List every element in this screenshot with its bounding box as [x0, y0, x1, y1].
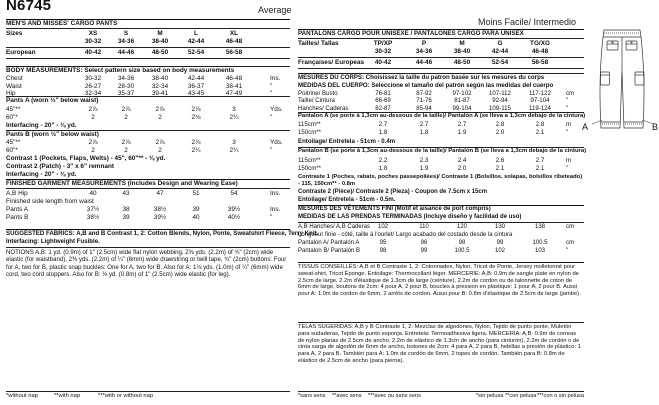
right-pantalon-a-row-label: 150cm**: [298, 128, 322, 136]
right-finished-row-label: Pantalon B/ Pantalón B: [298, 248, 361, 254]
right-pantalon-a-row-value: 2.8: [535, 121, 545, 128]
pants-back-view-drawing: [590, 24, 659, 144]
left-finished-row-value: 43: [122, 190, 130, 197]
left-pants-b-title: Pants B (worn ½" below waist): [6, 131, 99, 138]
left-suggested-fabrics: SUGGESTED FABRICS: A,B and B Contrast 1, 2: Cotton Blends, Nylon, Ponte, Sweatshirt Fleece, Terry Knit.: [6, 230, 319, 237]
left-pants-a-title: Pants A (worn ½" below waist): [6, 97, 99, 104]
right-footnote-2: **avec sens: [332, 393, 362, 399]
right-european-size: 52-54: [491, 59, 509, 66]
right-pantalon-b-row-value: 2.0: [457, 164, 467, 172]
left-sizes-label: Sizes: [6, 30, 23, 37]
left-european-size: 48-50: [151, 49, 169, 56]
right-telas: TELAS SUGERIDAS: A,B y B Contraste 1, 2: Mezclas de algodones, Nylon, Tejido de punto ponte, Muletón para sudaderas, Tejido de punto esponja. Entretela: Termoadhesiva ligera. MERCERÍA: A,B: 0.9m de correas de nylon planas de 2.5cm de ancho, 2.2m de elástico de 1.3cm de ancho (para cinturón), 2.2m de cordón o de cinta sarga de algodón de 6mm de ancho, botones de 2cm: 4 para A, 2 para B, hebillas a presión de plástico: 1 para A, 2 para B. También para A: 1.0m de cordón de 6mm, 2 topes de cordón. También para B: 0.8m de elástico de 2.5cm de ancho (para pierna).: [298, 324, 581, 364]
left-pants-a-row-value: 2¼: [229, 113, 239, 121]
left-pants-b-row-value: 2: [91, 146, 95, 154]
right-pantalon-a-row-value: 2.7: [457, 121, 467, 128]
right-body-row-label: Taille/ Cintura: [298, 97, 335, 105]
left-suggested-interfacing: Interfacing: Lightweight Fusible.: [6, 238, 100, 245]
right-finished-row-value: 102: [377, 224, 388, 230]
left-notions: NOTIONS A,B: 1 yd. (0.9m) of 1" (2.5cm) wide flat nylon webbing, 2⅝ yds. (2.2m) of ¾" (2cm) wide elastic (for waistband), 2⅜ yds. (2.2m) of ¼" (6mm) wide drawstring or twill tape, ¾" (2cm) buttons: Four for A, two for B, plastic snap buckles: One for A, two for B. Also for A: 1⅛ yds. (1.0m) of ¼" (6mm) wide cord, two cord stoppers. Also for B: ⅛ yd. (0.8m) of 1" (2.5cm) wide elastic (for leg).: [6, 249, 287, 278]
left-body-row-value: 43-45: [187, 90, 205, 98]
left-pants-b-row-value: 2⅞: [155, 139, 165, 146]
pattern-number: N6745: [6, 0, 52, 14]
left-body-row-unit: ": [270, 90, 273, 98]
left-footnote-2: **with nap: [54, 393, 81, 399]
illustration-label-b: B: [652, 122, 659, 132]
left-body-row-unit: ": [270, 82, 273, 90]
left-finished-row-unit: Ins.: [270, 190, 281, 197]
right-pantalon-b-row-value: 2.3: [419, 157, 429, 164]
left-european-size: 44-46: [117, 49, 135, 56]
left-pants-a-row-value: 2: [158, 113, 162, 121]
left-finished-row-value: 37½: [86, 206, 100, 213]
right-footnote-3: ***avec ou sans sens: [368, 393, 421, 399]
right-european-size: 40-42: [374, 59, 392, 66]
right-contraste1: Contraste 1 (Poches, rabats, poches passepoilées)/ Contraste 1 (Bolsillos, solapas, bolsillos ribeteado) - 115, 150cm** - 0.8m: [298, 174, 583, 187]
right-pantalon-b-row-label: 150cm**: [298, 164, 322, 172]
right-finished-title-es: MEDIDAS DE LAS PRENDAS TERMINADAS (Incluye diseño y facilidad de uso): [298, 214, 522, 220]
difficulty-es: Moins Facile/ Intermedio: [478, 17, 577, 27]
right-body-title-es: MEDIDAS DEL CUERPO: Seleccione el tamaño del patrón según las medidas del cuerpo: [298, 82, 554, 89]
left-pants-b-row-value: 2⅞: [88, 139, 98, 146]
right-body-row-value: 71-76: [416, 97, 432, 105]
right-finished-row-unit: ": [566, 248, 569, 254]
left-size-code: L: [194, 30, 198, 37]
right-pantalon-b-row-value: 2.4: [457, 157, 467, 164]
right-european-size: 44-46: [415, 59, 433, 66]
left-body-row-label: Chest: [6, 75, 23, 82]
right-pantalon-a-row-value: 2.0: [495, 128, 505, 136]
right-finished-row-unit: cm: [566, 240, 574, 246]
left-body-row-value: 28-30: [117, 82, 135, 90]
left-body-row-label: Waist: [6, 82, 22, 90]
left-pants-a-row-value: 2⅞: [155, 106, 165, 113]
left-pants-b-row-value: 2: [158, 146, 162, 154]
left-body-row-value: 46-48: [225, 75, 243, 82]
right-body-row-value: 107-112: [489, 90, 511, 97]
left-interfacing-b: Interfacing - 20" - ⅛ yd.: [6, 171, 77, 178]
left-pants-a-row-value: 2⅞: [121, 106, 131, 113]
right-pantalon-a-row-value: 1.8: [378, 128, 388, 136]
right-finished-row-unit: cm: [566, 224, 574, 230]
left-pants-a-row-value: 2: [124, 113, 128, 121]
right-body-row-value: 97-102: [452, 90, 472, 97]
left-finished-row-value: 38½: [153, 206, 167, 213]
left-footnote-3: ***with or without nap: [98, 393, 154, 399]
left-pants-b-row-value: 2: [124, 146, 128, 154]
left-body-row-value: 38-41: [225, 82, 243, 90]
left-body-row-value: 38-40: [151, 75, 169, 82]
left-finished-row-label: Pants A: [6, 206, 29, 213]
left-body-row-value: 36-37: [187, 82, 205, 90]
right-pantalon-a-row-label: 115cm**: [298, 121, 321, 128]
left-body-row-label: Hip: [6, 90, 16, 98]
pants-illustration: [582, 24, 659, 144]
right-finished-row-value: 102: [494, 248, 505, 254]
right-footnote-6: ***con o sin pelusa: [537, 393, 584, 399]
right-footnote-4: *sin pelusa: [476, 393, 504, 399]
left-finished-row-value: 40: [89, 190, 97, 197]
right-pantalon-b-row-value: 1.9: [419, 164, 429, 172]
right-tissus: TISSUS CONSEILLÉS: A,B et B Contraste 1, 2: Cotonnades, Nylon, Tricot de Ponte, Jersey molletonné pour sweat-shirt, Tricot Éponge. Entoilage: Thermocollant léger. MERCERIE: A,B: 0.9m de sangle plate en nylon de 2.5cm de large, 2.2m d'élastique de 1.3cm de large (ceinture), 2.2m de cordon ou de talonnette de coton de 6mm de large, boutons de 2cm: 4 pour A, 2 pour B, boucles à pression en plastique: 1 pour A, 2 pour B. Aussi pour A: 1.0m de cordon de 6mm, 2 arrêts de cordon. Aussi pour B: 0.8m d'élastique de 2.5cm de large (jambe).: [298, 264, 581, 298]
right-finished-row-value: 98: [458, 240, 466, 246]
left-finished-row-label: Finished side length from waist: [6, 198, 94, 205]
right-body-row-value: 85-94: [416, 104, 432, 112]
right-pantalon-a-row-value: 2.1: [535, 128, 545, 136]
left-pants-b-row-unit: ": [270, 146, 273, 154]
right-finished-row-value: 95: [379, 240, 387, 246]
left-finished-row-label: Pants B: [6, 214, 29, 221]
right-entoilage-a: Entoilage/ Entretela - 51cm - 0.4m: [298, 138, 396, 145]
left-body-row-value: 32-34: [151, 82, 169, 90]
illustration-label-a: A: [582, 122, 589, 132]
left-body-row-unit: Ins.: [270, 75, 281, 82]
right-size-range: 30-32: [374, 48, 392, 55]
right-contraste2: Contraste 2 (Pièce)/ Contraste 2 (Pieza) - Coupon de 7.5cm x 15cm: [298, 189, 488, 195]
right-body-row-value: 92-94: [492, 97, 508, 105]
left-finished-row-value: 39: [122, 214, 130, 221]
right-size-range: 46-48: [531, 48, 549, 55]
left-finished-row-value: 40½: [227, 214, 241, 221]
right-pantalon-b-row-value: 2.7: [535, 157, 545, 164]
left-finished-row-unit: ": [270, 214, 273, 221]
right-finished-row-value: 98: [379, 248, 387, 254]
right-pantalon-a-row-value: 1.8: [419, 128, 429, 136]
right-european-size: 48-50: [453, 59, 471, 66]
left-body-row-value: 42-44: [187, 75, 205, 82]
right-pantalon-b-row-label: 115cm**: [298, 157, 321, 164]
right-pantalon-a-title: Pantalon A (se porte à 1,3cm au-dessous de la taille)/ Pantalón A (se lleva a 1,3cm debajo de la cintura): [298, 113, 586, 119]
right-pantalon-a-row-value: 2.7: [378, 121, 388, 128]
right-body-row-label: Poitrine/ Busto: [298, 90, 338, 97]
left-pants-a-row-value: 2⅞: [88, 106, 98, 113]
right-pantalon-b-row-value: 2.2: [378, 157, 388, 164]
left-interfacing-a: Interfacing - 20" - ⅛ yd.: [6, 122, 77, 129]
left-european-size: 52-54: [187, 49, 205, 56]
right-pantalon-a-row-value: 2.7: [419, 121, 429, 128]
right-finished-row-value: 120: [456, 224, 467, 230]
right-finished-row-value: 138: [534, 224, 545, 230]
right-body-row-label: Hanches/ Caderas: [298, 104, 349, 112]
right-size-code: P: [421, 40, 427, 47]
right-pantalon-b-title: Pantalon B (se porte à 1,3cm au-dessous de la taille)/ Pantalón B (se lleva a 1,3cm debajo de la cintura): [298, 148, 587, 154]
right-european-size: 56-58: [531, 59, 549, 66]
left-body-row-value: 30-32: [84, 75, 102, 82]
right-size-code: G: [497, 40, 503, 47]
left-pants-a-row-value: 3: [232, 106, 236, 113]
right-entoilage-b: Entoilage/ Entretela - 51cm - 0.5m.: [298, 197, 396, 203]
left-european-size: 56-58: [225, 49, 243, 56]
right-pantalon-a-row-value: 2.8: [495, 121, 505, 128]
right-size-code: TG/XG: [530, 40, 550, 47]
left-size-range: 42-44: [187, 38, 205, 45]
right-finished-row-value: 100.5: [454, 248, 470, 254]
difficulty-en: Average: [258, 5, 292, 15]
left-finished-row-value: 38½: [86, 214, 100, 221]
left-contrast1: Contrast 1 (Pockets, Flaps, Welts) - 45", 60"** - ⅛ yd.: [6, 155, 166, 162]
right-finished-row-label: Pantalon A/ Pantalón A: [298, 240, 360, 246]
right-finished-row-value: 130: [494, 224, 505, 230]
left-pants-b-row-value: 2⅞: [121, 139, 131, 146]
right-pantalon-b-row-value: 2.6: [495, 157, 505, 164]
left-size-code: S: [123, 30, 129, 37]
left-finished-row-value: 39½: [227, 206, 241, 213]
left-european-label: European: [6, 49, 36, 56]
right-pantalon-b-row-value: 2.1: [535, 164, 545, 172]
right-sizes-label: Tailles/ Tallas: [298, 40, 339, 47]
right-body-row-value: 109-115: [489, 104, 511, 112]
left-pants-b-row-value: 2¼: [229, 146, 239, 154]
right-body-row-unit: ": [566, 97, 569, 105]
left-size-code: XS: [88, 30, 98, 37]
left-pants-b-row-unit: Yds.: [270, 139, 283, 146]
left-body-row-value: 26-27: [84, 82, 102, 90]
left-pants-a-row-unit: Yds.: [270, 106, 283, 113]
left-finished-row-value: 54: [230, 190, 238, 197]
right-body-row-value: 82-87: [375, 104, 391, 112]
right-size-range: 42-44: [491, 48, 509, 55]
left-european-size: 40-42: [84, 49, 102, 56]
right-footnote-5: **con pelusa: [505, 393, 537, 399]
right-pantalon-b-row-value: 1.8: [378, 164, 388, 172]
left-pants-b-row-value: 2⅞: [191, 139, 201, 146]
right-finished-row-label: A,B Hanches/ A,B Caderas: [298, 224, 371, 230]
left-title: MEN'S AND MISSES' CARGO PANTS: [6, 20, 118, 27]
left-pants-a-row-value: 2⅞: [191, 106, 201, 113]
right-body-row-value: 81-87: [454, 97, 470, 105]
right-finished-row-value: 96: [420, 240, 428, 246]
left-finished-row-unit: Ins.: [270, 206, 281, 213]
right-pantalon-b-row-value: 2.1: [495, 164, 505, 172]
right-pantalon-a-row-unit: m: [566, 121, 572, 128]
left-pants-a-row-label: 45"**: [6, 106, 21, 113]
left-pants-b-row-label: 45"**: [6, 139, 21, 146]
right-finished-row-label: Longueur finie - côté, taille à l'ourlet/ Largo acabado del costado desde la cintura: [298, 232, 513, 238]
right-finished-title-fr: MESURES DES VÊTEMENTS FINI (Motif et aisance de port compris): [298, 206, 491, 212]
left-body-row-value: 39-41: [151, 90, 169, 98]
left-pants-a-row-value: 2⅛: [191, 113, 201, 121]
right-title: PANTALONS CARGO POUR UNISEXE / PANTALONES CARGO PARA UNISEX: [298, 30, 524, 37]
left-pants-b-row-label: 60"*: [6, 146, 18, 154]
left-pants-b-row-value: 2¼: [191, 146, 201, 154]
right-size-code: M: [459, 40, 465, 47]
left-body-row-value: 35-37: [117, 90, 135, 98]
right-finished-row-value: 99: [496, 240, 504, 246]
left-finished-row-value: 38: [122, 206, 130, 213]
right-size-range: 34-36: [415, 48, 433, 55]
right-body-row-unit: cm: [566, 90, 575, 97]
left-finished-row-value: 40: [192, 214, 200, 221]
left-finished-row-value: 39½: [153, 214, 167, 221]
left-pants-a-row-value: 2: [91, 113, 95, 121]
right-finished-row-value: 100.5: [532, 240, 548, 246]
left-footnote-1: *without nap: [6, 393, 38, 399]
right-body-row-value: 76-81: [375, 90, 391, 97]
left-size-range: 34-36: [117, 38, 135, 45]
left-contrast2: Contrast 2 (Patch) - 3" x 6" remnant: [6, 163, 114, 170]
right-finished-row-value: 110: [419, 224, 429, 230]
left-body-title: BODY MEASUREMENTS: Select pattern size based on body measurements: [6, 67, 235, 74]
left-finished-row-value: 39: [192, 206, 200, 213]
right-footnote-1: *sans sens: [298, 393, 326, 399]
left-finished-row-value: 51: [192, 190, 200, 197]
right-pantalon-a-row-value: 1.9: [457, 128, 467, 136]
right-finished-row-value: 103: [534, 248, 545, 254]
right-body-row-value: 99-104: [452, 104, 472, 112]
left-pants-a-row-label: 60"*: [6, 113, 18, 121]
right-body-title-fr: MESURES DU CORPS: Choisissez la taille du patron basée sur les mesures du corps: [298, 74, 545, 81]
right-size-code: TP/XP: [373, 40, 393, 47]
right-body-row-value: 117-122: [529, 90, 551, 97]
right-european-label: Françaises/ Europeas: [298, 59, 365, 66]
right-pantalon-a-row-unit: ": [566, 128, 569, 136]
left-size-code: M: [157, 30, 163, 37]
right-pantalon-b-row-unit: m: [566, 157, 572, 164]
right-body-row-value: 87-92: [416, 90, 432, 97]
right-body-row-value: 119-124: [529, 104, 551, 112]
right-body-row-value: 97-104: [530, 97, 550, 105]
left-finished-row-value: 47: [156, 190, 164, 197]
right-body-row-value: 66-69: [375, 97, 391, 105]
right-pantalon-b-row-unit: ": [566, 164, 569, 172]
right-size-range: 38-40: [453, 48, 471, 55]
left-body-row-value: 47-49: [225, 90, 243, 98]
right-body-row-unit: ": [566, 104, 569, 112]
left-body-row-value: 32-34: [84, 90, 102, 98]
left-size-range: 30-32: [84, 38, 102, 45]
left-pants-a-row-unit: ": [270, 113, 273, 121]
left-size-range: 38-40: [151, 38, 169, 45]
right-finished-row-value: 99: [420, 248, 428, 254]
left-size-code: XL: [229, 30, 239, 37]
left-body-row-value: 34-36: [117, 75, 135, 82]
left-size-range: 46-48: [225, 38, 243, 45]
left-finished-row-label: A,B Hip: [6, 190, 28, 197]
left-pants-b-row-value: 3: [232, 139, 236, 146]
left-finished-title: FINISHED GARMENT MEASUREMENTS (Includes Design and Wearing Ease): [6, 180, 238, 187]
